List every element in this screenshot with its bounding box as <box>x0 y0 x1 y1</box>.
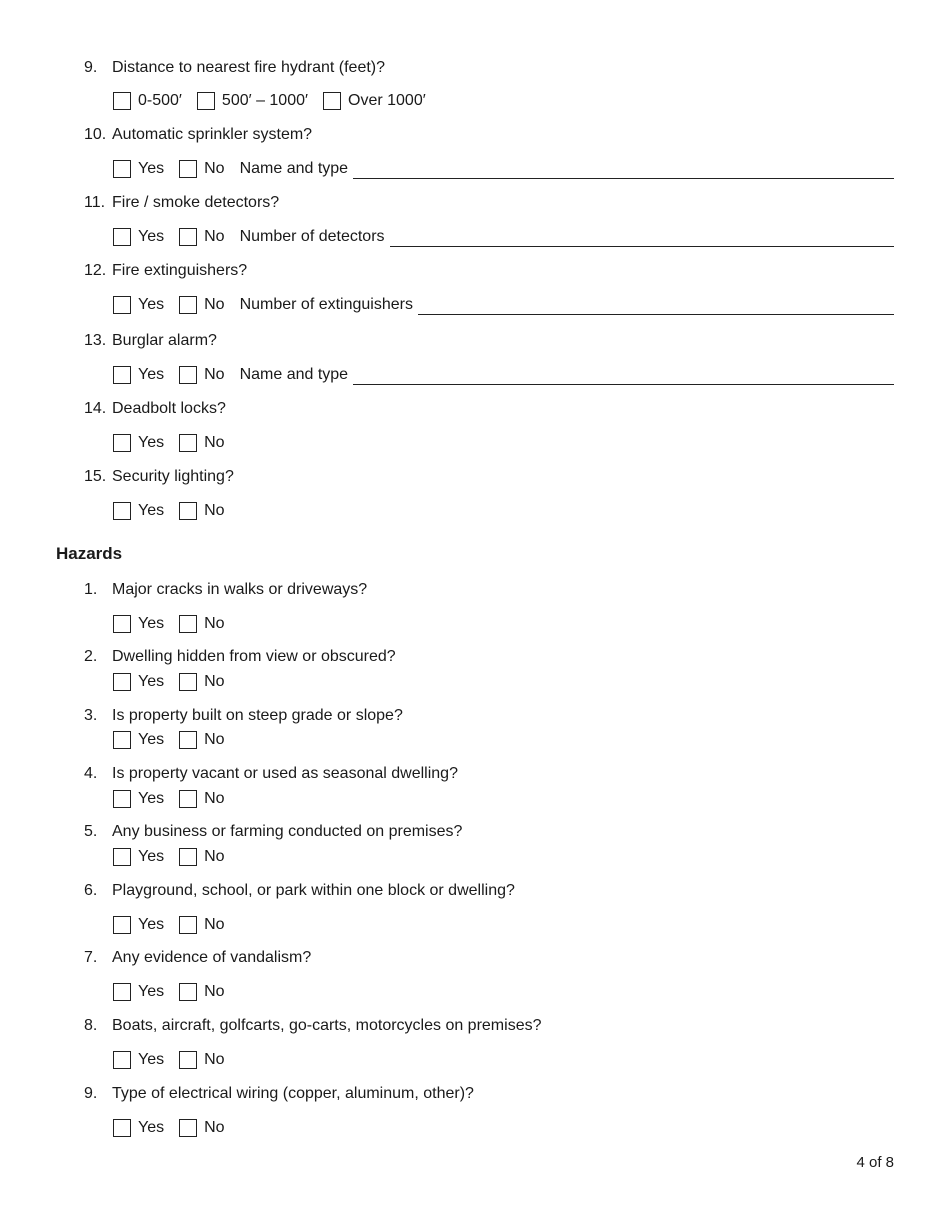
options-protection-12 <box>113 294 894 316</box>
question-protection-10 <box>84 125 894 145</box>
options-protection-10 <box>113 158 894 180</box>
checkbox-yes[interactable] <box>113 366 131 384</box>
option-label: No <box>204 731 225 748</box>
question-text: Any evidence of vandalism? <box>112 949 312 966</box>
question-protection-11 <box>84 193 894 213</box>
fill-in-line-extinguishers[interactable] <box>418 296 894 315</box>
options-hazards-4 <box>113 788 894 810</box>
fill-in-label: Number of extinguishers <box>239 296 413 313</box>
option-label: No <box>204 790 225 807</box>
question-text: Is property vacant or used as seasonal dwelling? <box>112 765 458 782</box>
option-label: No <box>204 983 225 1000</box>
question-protection-13 <box>84 331 894 351</box>
checkbox-no[interactable] <box>179 731 197 749</box>
question-number: 7. <box>84 949 98 966</box>
question-text: Any business or farming conducted on premises? <box>112 823 463 840</box>
question-number: 12. <box>84 262 107 279</box>
question-number: 6. <box>84 882 98 899</box>
options-hazards-1 <box>113 613 894 635</box>
checkbox-yes[interactable] <box>113 983 131 1001</box>
option-label: No <box>204 228 225 245</box>
option-label: No <box>204 160 225 177</box>
checkbox-no[interactable] <box>179 615 197 633</box>
checkbox-no[interactable] <box>179 1119 197 1137</box>
option-label: Yes <box>138 673 165 690</box>
options-protection-15 <box>113 500 894 522</box>
page-number: 4 of 8 <box>856 1154 894 1171</box>
question-text: Playground, school, or park within one block or dwelling? <box>112 882 515 899</box>
question-number: 1. <box>84 581 98 598</box>
question-text: Type of electrical wiring (copper, aluminum, other)? <box>112 1085 474 1102</box>
options-hazards-3 <box>113 729 894 751</box>
checkbox-0-500[interactable] <box>113 92 131 110</box>
checkbox-no[interactable] <box>179 1051 197 1069</box>
option-label: No <box>204 502 225 519</box>
option-label: No <box>204 615 225 632</box>
checkbox-no[interactable] <box>179 502 197 520</box>
options-hazards-9 <box>113 1117 894 1139</box>
fill-in-label: Name and type <box>239 160 349 177</box>
checkbox-yes[interactable] <box>113 434 131 452</box>
options-hazards-5 <box>113 846 894 868</box>
question-hazards-6 <box>84 881 894 901</box>
question-hazards-9 <box>84 1084 894 1104</box>
option-label: Yes <box>138 983 165 1000</box>
option-label: Yes <box>138 916 165 933</box>
question-number: 9. <box>84 1085 98 1102</box>
fill-in-line-burglar-alarm[interactable] <box>353 366 894 385</box>
question-protection-12 <box>84 261 894 281</box>
option-label: No <box>204 673 225 690</box>
question-protection-9 <box>84 58 894 78</box>
checkbox-no[interactable] <box>179 228 197 246</box>
option-label: Yes <box>138 366 165 383</box>
option-label: Over 1000′ <box>348 92 426 109</box>
question-number: 11. <box>84 194 106 211</box>
option-label: Yes <box>138 615 165 632</box>
options-hazards-6 <box>113 914 894 936</box>
options-protection-14 <box>113 432 894 454</box>
option-label: 0-500′ <box>138 92 182 109</box>
question-text: Is property built on steep grade or slope? <box>112 707 403 724</box>
option-label: Yes <box>138 790 165 807</box>
question-number: 9. <box>84 59 98 76</box>
checkbox-yes[interactable] <box>113 615 131 633</box>
section-title-hazards: Hazards <box>56 544 123 563</box>
checkbox-yes[interactable] <box>113 502 131 520</box>
question-number: 8. <box>84 1017 98 1034</box>
question-number: 2. <box>84 648 98 665</box>
checkbox-yes[interactable] <box>113 916 131 934</box>
question-text: Deadbolt locks? <box>112 400 226 417</box>
checkbox-no[interactable] <box>179 296 197 314</box>
checkbox-no[interactable] <box>179 848 197 866</box>
fill-in-label: Name and type <box>239 366 349 383</box>
options-protection-13 <box>113 364 894 386</box>
checkbox-500-1000[interactable] <box>197 92 215 110</box>
question-text: Fire / smoke detectors? <box>112 194 280 211</box>
question-hazards-3 <box>84 706 894 726</box>
checkbox-yes[interactable] <box>113 731 131 749</box>
question-text: Fire extinguishers? <box>112 262 248 279</box>
question-number: 4. <box>84 765 98 782</box>
question-hazards-5 <box>84 822 894 842</box>
question-text: Dwelling hidden from view or obscured? <box>112 648 396 665</box>
option-label: Yes <box>138 160 165 177</box>
checkbox-yes[interactable] <box>113 296 131 314</box>
question-number: 3. <box>84 707 98 724</box>
checkbox-yes[interactable] <box>113 160 131 178</box>
question-hazards-1 <box>84 580 894 600</box>
question-number: 13. <box>84 332 107 349</box>
question-hazards-2 <box>84 647 894 667</box>
option-label: Yes <box>138 731 165 748</box>
question-hazards-7 <box>84 948 894 968</box>
option-label: No <box>204 916 225 933</box>
option-label: Yes <box>138 296 165 313</box>
question-text: Boats, aircraft, golfcarts, go-carts, motorcycles on premises? <box>112 1017 542 1034</box>
option-label: Yes <box>138 228 165 245</box>
question-text: Burglar alarm? <box>112 332 217 349</box>
checkbox-yes[interactable] <box>113 1119 131 1137</box>
question-text: Automatic sprinkler system? <box>112 126 313 143</box>
checkbox-over-1000[interactable] <box>323 92 341 110</box>
question-number: 5. <box>84 823 98 840</box>
checkbox-no[interactable] <box>179 983 197 1001</box>
option-label: No <box>204 1051 225 1068</box>
checkbox-yes[interactable] <box>113 790 131 808</box>
options-hazards-2 <box>113 671 894 693</box>
option-label: 500′ – 1000′ <box>221 92 308 109</box>
option-label: Yes <box>138 1119 165 1136</box>
question-protection-14 <box>84 399 894 419</box>
options-hazards-8 <box>113 1049 894 1071</box>
option-label: Yes <box>138 502 165 519</box>
question-hazards-4 <box>84 764 894 784</box>
checkbox-no[interactable] <box>179 434 197 452</box>
checkbox-no[interactable] <box>179 916 197 934</box>
checkbox-yes[interactable] <box>113 848 131 866</box>
checkbox-yes[interactable] <box>113 673 131 691</box>
question-hazards-8 <box>84 1016 894 1036</box>
option-label: No <box>204 366 225 383</box>
fill-in-label: Number of detectors <box>239 228 385 245</box>
option-label: Yes <box>138 1051 165 1068</box>
option-label: No <box>204 434 225 451</box>
options-hazards-7 <box>113 981 894 1003</box>
option-label: No <box>204 296 225 313</box>
option-label: No <box>204 1119 225 1136</box>
option-label: Yes <box>138 848 165 865</box>
question-text: Distance to nearest fire hydrant (feet)? <box>112 59 386 76</box>
checkbox-yes[interactable] <box>113 228 131 246</box>
option-label: No <box>204 848 225 865</box>
option-label: Yes <box>138 434 165 451</box>
question-protection-15 <box>84 467 894 487</box>
question-number: 14. <box>84 400 107 417</box>
options-protection-9 <box>113 90 894 112</box>
question-text: Security lighting? <box>112 468 234 485</box>
fill-in-line-detectors[interactable] <box>390 228 894 247</box>
checkbox-no[interactable] <box>179 790 197 808</box>
fill-in-line-sprinkler[interactable] <box>353 160 894 179</box>
question-number: 10. <box>84 126 107 143</box>
checkbox-yes[interactable] <box>113 1051 131 1069</box>
checkbox-no[interactable] <box>179 366 197 384</box>
options-protection-11 <box>113 226 894 248</box>
question-number: 15. <box>84 468 107 485</box>
question-text: Major cracks in walks or driveways? <box>112 581 368 598</box>
checkbox-no[interactable] <box>179 673 197 691</box>
checkbox-no[interactable] <box>179 160 197 178</box>
